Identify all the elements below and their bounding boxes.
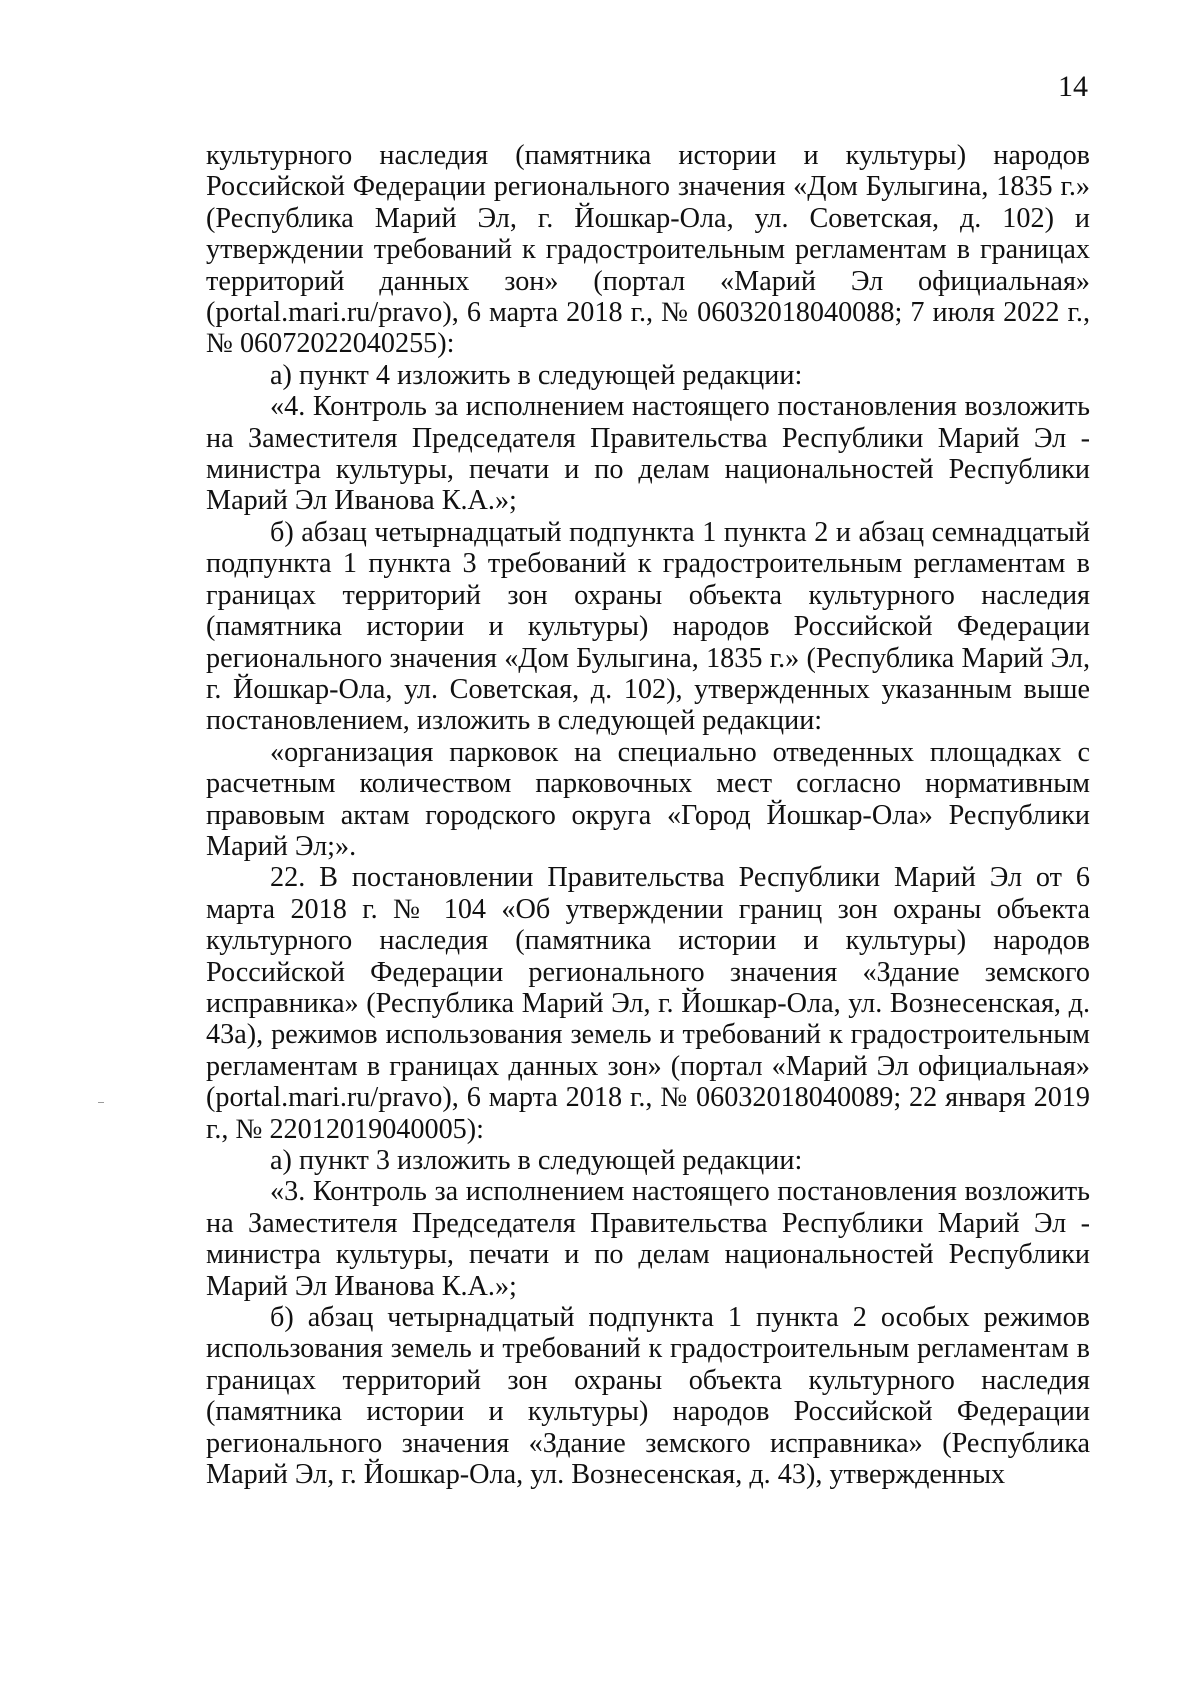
paragraph-item-a: а) пункт 4 изложить в следующей редакции:: [270, 359, 803, 391]
paragraph-quote: «организация парковок на специально отведенных площадках с расчетным количеством парковочных мест согласно нормативным правовым актам городского округа «Город Йошкар-Ола» Республики Марий Эл;».: [206, 736, 1090, 862]
paragraph-item-b: б) абзац четырнадцатый подпункта 1 пункта 2 и абзац семнадцатый подпункта 1 пункта 3 требований к градостроительным регламентам в границах территорий зон охраны объекта культурного наследия (памятника истории и культуры) народов Российской Федерации регионального значения «Дом Булыгина, 1835 г.» (Республика Марий Эл, г. Йошкар-Ола, ул. Советская, д. 102), утвержденных указанным выше постановлением, изложить в следующей редакции:: [206, 516, 1090, 737]
paragraph-section-22: 22. В постановлении Правительства Республики Марий Эл от 6 марта 2018 г. № 104 «Об утверждении границ зон охраны объекта культурного наследия (памятника истории и культуры) народов Российской Федерации регионального значения «Здание земского исправника» (Республика Марий Эл, г. Йошкар-Ола, ул. Вознесенская, д. 43а), режимов использования земель и требований к градостроительным регламентам в границах данных зон» (портал «Марий Эл официальная» (portal.mari.ru/pravo), 6 марта 2018 г., № 06032018040089; 22 января 2019 г., № 22012019040005):: [206, 862, 1090, 1145]
paragraph-item-b: б) абзац четырнадцатый подпункта 1 пункта 2 особых режимов использования земель и требований к градостроительным регламентам в границах территорий зон охраны объекта культурного наследия (памятника истории и культуры) народов Российской Федерации регионального значения «Здание земского исправника» (Республика Марий Эл, г. Йошкар-Ола, ул. Вознесенская, д. 43), утвержденных: [206, 1302, 1090, 1491]
paragraph-quote: «4. Контроль за исполнением настоящего постановления возложить на Заместителя Председателя Правительства Республики Марий Эл - министра культуры, печати и по делам национальностей Республики Марий Эл Иванова К.А.»;: [206, 391, 1090, 517]
paragraph-continuation: культурного наследия (памятника истории и культуры) народов Российской Федерации регионального значения «Дом Булыгина, 1835 г.» (Республика Марий Эл, г. Йошкар-Ола, ул. Советская, д. 102) и утверждении требований к градостроительным регламентам в границах территорий данных зон» (портал «Марий Эл официальная» (portal.mari.ru/pravo), 6 марта 2018 г., № 06032018040088; 7 июля 2022 г., № 06072022040255):: [206, 140, 1090, 360]
document-body: [206, 140, 1090, 1490]
scan-artifact-mark: [98, 1102, 104, 1103]
paragraph-quote: «3. Контроль за исполнением настоящего постановления возложить на Заместителя Председателя Правительства Республики Марий Эл - министра культуры, печати и по делам национальностей Республики Марий Эл Иванова К.А.»;: [206, 1176, 1090, 1302]
page-number: 14: [1058, 70, 1088, 103]
paragraph-item-a: а) пункт 3 изложить в следующей редакции:: [270, 1145, 803, 1176]
